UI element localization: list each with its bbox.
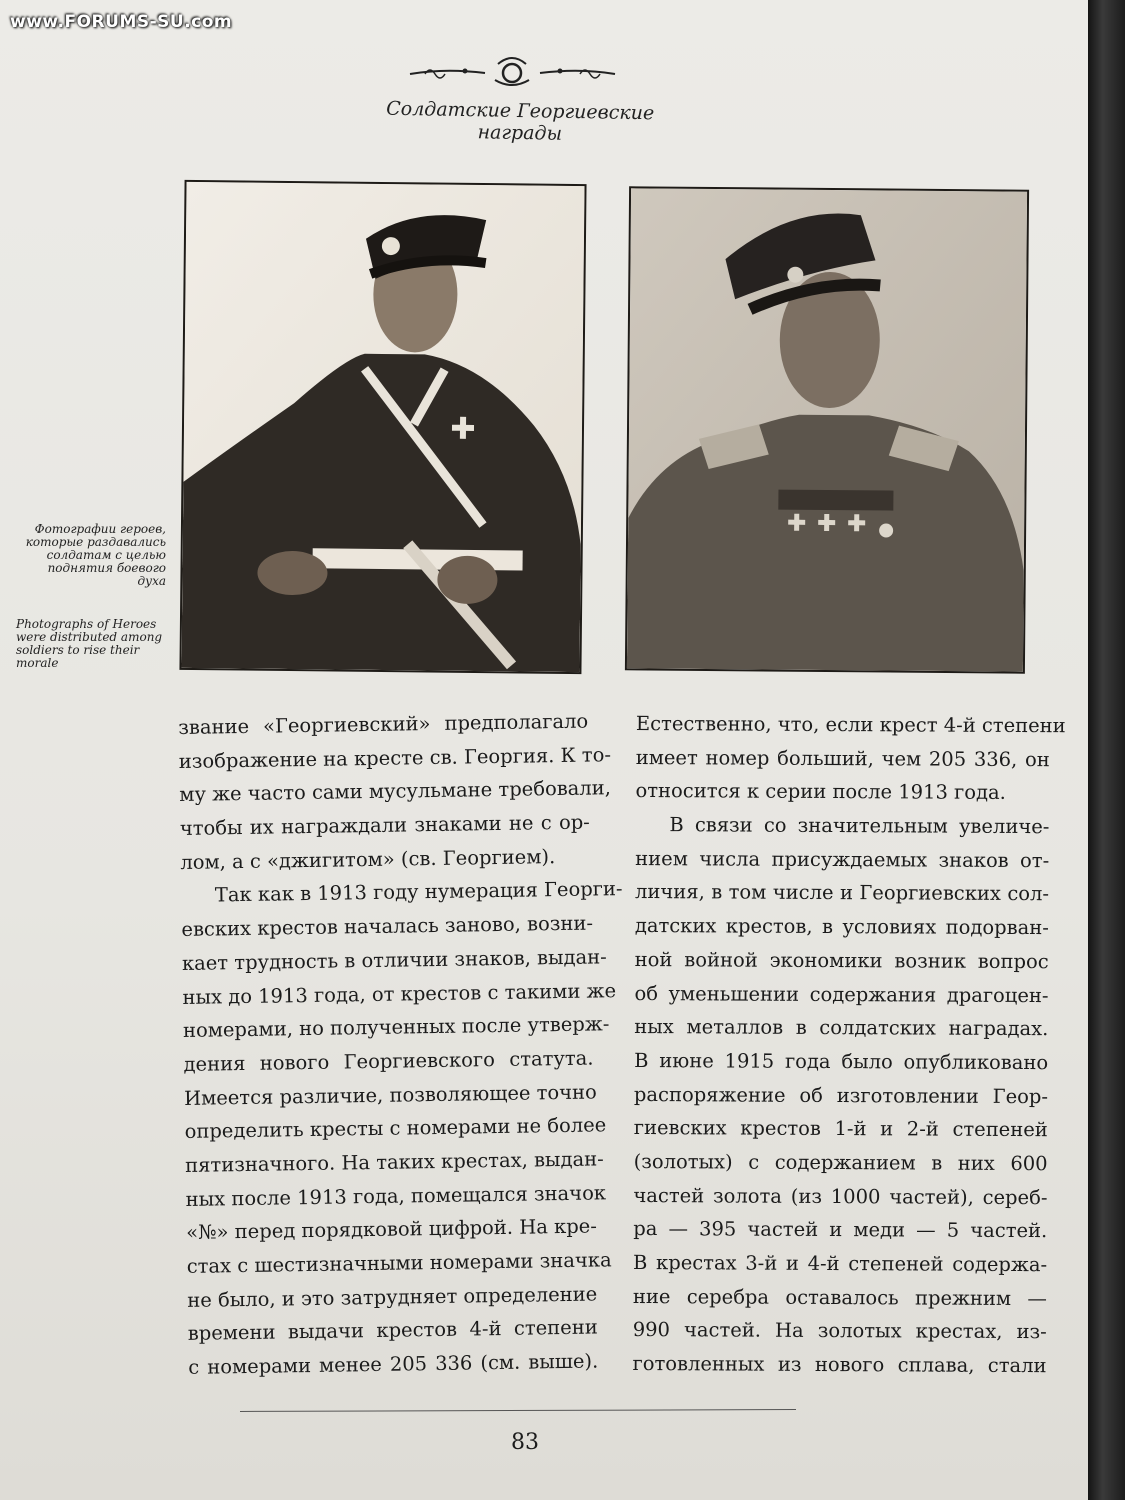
text-line: ных металлов в солдатских наградах. bbox=[634, 1015, 1049, 1041]
text-line: стах с шестизначными номерами значка bbox=[186, 1248, 612, 1278]
watermark: www.FORUMS-SU.com bbox=[10, 12, 233, 32]
text-line: относится к серии после 1913 года. bbox=[635, 779, 1006, 805]
text-line: датских крестов, в условиях подорван- bbox=[634, 914, 1049, 940]
text-line: «№» перед порядковой цифрой. На кре- bbox=[186, 1214, 598, 1245]
text-line: (золотых) с содержанием в них 600 bbox=[633, 1149, 1048, 1176]
text-line: Так как в 1913 году нумерация Георги- bbox=[214, 877, 623, 907]
text-line: 990 частей. На золотых крестах, из- bbox=[632, 1318, 1047, 1344]
text-line: не было, и это затрудняет определение bbox=[187, 1282, 598, 1312]
text-line: лом, а с «джигитом» (св. Георгием). bbox=[180, 844, 556, 874]
text-line: готовленных из нового сплава, стали bbox=[632, 1352, 1047, 1378]
text-line: ных до 1913 года, от крестов с такими же bbox=[182, 978, 617, 1009]
text-line: частей золота (из 1000 частей), сереб- bbox=[633, 1183, 1048, 1209]
text-line: распоряжение об изготовлении Геор- bbox=[633, 1082, 1049, 1108]
text-line: В крестах 3-й и 4-й степеней содержа- bbox=[633, 1250, 1048, 1277]
text-line: об уменьшении содержания драгоцен- bbox=[634, 981, 1049, 1007]
text-line: ной войной экономики возник вопрос bbox=[634, 947, 1049, 973]
photo-caption-english: Photographs of Heroes were distributed among soldiers to rise their morale bbox=[16, 617, 163, 670]
text-line: пятизначного. На таких крестах, выдан- bbox=[184, 1147, 604, 1177]
text-line: времени выдачи крестов 4-й степени bbox=[187, 1315, 598, 1346]
text-line: с номерами менее 205 336 (см. выше). bbox=[188, 1349, 599, 1379]
footer-rule bbox=[240, 1409, 796, 1412]
book-cover-edge bbox=[1088, 0, 1125, 1500]
text-line: евских крестов началась заново, возни- bbox=[181, 911, 594, 942]
text-line: личия, в том числе и Георгиевских сол- bbox=[634, 880, 1050, 906]
text-line: дения нового Георгиевского статута. bbox=[183, 1046, 594, 1076]
text-line: нием числа присуждаемых знаков от- bbox=[635, 846, 1050, 872]
text-column-right bbox=[632, 707, 1066, 1383]
text-line: Имеется различие, позволяющее точно bbox=[183, 1080, 597, 1110]
text-line: изображение на кресте св. Георгия. К то- bbox=[178, 742, 612, 773]
text-line: му же часто сами мусульмане требовали, bbox=[179, 776, 612, 807]
text-line: номерами, но полученных после утверж- bbox=[182, 1012, 610, 1043]
text-line: В июне 1915 года было опубликовано bbox=[634, 1048, 1049, 1075]
photo-soldier-right bbox=[625, 186, 1029, 673]
text-line: ра — 395 частей и меди — 5 частей. bbox=[633, 1217, 1048, 1243]
photo-soldier-left bbox=[179, 180, 586, 674]
floral-ornament-icon bbox=[405, 54, 620, 90]
text-line: ние серебра оставалось прежним — bbox=[632, 1284, 1047, 1310]
page-number: 83 bbox=[511, 1430, 539, 1455]
text-line: В связи со значительным увеличе- bbox=[669, 813, 1050, 839]
text-line: чтобы их награждали знаками не с ор- bbox=[179, 810, 590, 841]
text-column-left bbox=[178, 705, 623, 1385]
text-line: ных после 1913 года, помещался значок bbox=[185, 1180, 607, 1211]
text-line: Естественно, что, если крест 4-й степени bbox=[635, 711, 1066, 738]
running-head: Солдатские Георгиевские награды bbox=[386, 97, 655, 145]
text-line: гиевских крестов 1-й и 2-й степеней bbox=[633, 1116, 1048, 1142]
text-line: определить кресты с номерами не более bbox=[184, 1113, 607, 1144]
text-line: кает трудность в отличии знаков, выдан- bbox=[181, 945, 607, 975]
text-line: звание «Георгиевский» предполагало bbox=[178, 709, 589, 739]
photo-caption-russian: Фотографии героев, которые раздавались солдатам с целью поднятия боевого духа bbox=[25, 522, 166, 588]
text-line: имеет номер больший, чем 205 336, он bbox=[635, 745, 1050, 771]
